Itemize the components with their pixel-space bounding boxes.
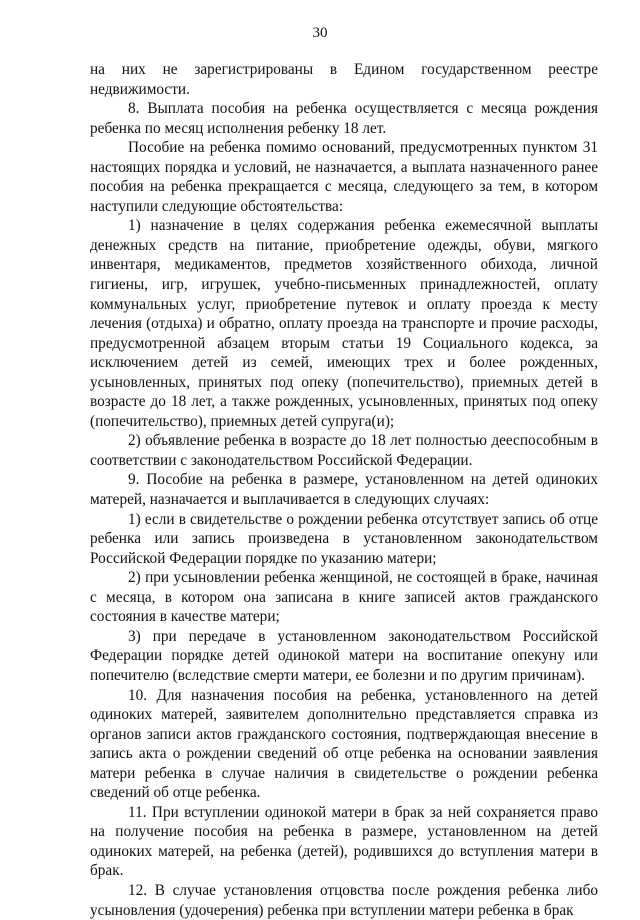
document-body — [90, 60, 598, 920]
paragraph-item-12: 12. В случае установления отцовства после рождения ребенка либо усыновления (удочерения) ребенка при вступлении матери ребенка в брак — [90, 881, 598, 919]
paragraph-item-8: 8. Выплата пособия на ребенка осуществляется с месяца рождения ребенка по месяц исполнения ребенку 18 лет. — [90, 100, 598, 137]
paragraph-continuation: на них не зарегистрированы в Едином государственном реестре недвижимости. — [90, 61, 598, 98]
paragraph-item-9-case-1: 1) если в свидетельстве о рождении ребенка отсутствует запись об отце ребенка или запись произведена в установленном законодательством Российской Федерации порядке по указанию матери; — [90, 510, 598, 567]
paragraph-subitem-1: 1) назначение в целях содержания ребенка ежемесячной выплаты денежных средств на питание, приобретение одежды, обуви, мягкого инвентаря, медикаментов, предметов хозяйственного обихода, личной гигиены, игр, игрушек, учебно-письменных принадлежностей, оплату коммунальных услуг, приобретение путевок и оплату проезда к месту лечения (отдыха) и обратно, оплату проезда на транспорте и прочие расходы, предусмотренной абзацем вторым статьи 19 Социального кодекса, за исключением детей из семей, имеющих трех и более рожденных, усыновленных, принятых под опеку (попечительство), приемных детей в возрасте до 18 лет, а также рожденных, усыновленных, принятых под опеку (попечительство), приемных детей супруга(и); — [90, 217, 598, 430]
paragraph-item-9-case-2: 2) при усыновлении ребенка женщиной, не состоящей в браке, начиная с месяца, в котором она записана в книге записей актов гражданского состояния в качестве матери; — [90, 569, 598, 626]
paragraph-item-10: 10. Для назначения пособия на ребенка, установленного на детей одиноких матерей, заявителем дополнительно представляется справка из органов записи актов гражданского состояния, подтверждающая внесение в запись акта о рождении сведений об отце ребенка на основании заявления матери ребенка в случае наличия в свидетельстве о рождении ребенка сведений об отце ребенка. — [90, 686, 598, 802]
paragraph-subitem-2: 2) объявление ребенка в возрасте до 18 лет полностью дееспособным в соответствии с законодательством Российской Федерации. — [90, 432, 598, 469]
paragraph-grounds-intro: Пособие на ребенка помимо оснований, предусмотренных пунктом 31 настоящих порядка и условий, не назначается, а выплата назначенного ранее пособия на ребенка прекращается с месяца, следующего за тем, в котором наступили следующие обстоятельства: — [90, 139, 598, 215]
page-number: 30 — [312, 25, 328, 41]
paragraph-item-9-case-3: 3) при передаче в установленном законодательством Российской Федерации порядке детей одинокой матери на воспитание опекуну или попечителю (вследствие смерти матери, ее болезни и по другим причинам). — [90, 627, 598, 684]
paragraph-item-11: 11. При вступлении одинокой матери в брак за ней сохраняется право на получение пособия на ребенка в размере, установленном на детей одиноких матерей, на ребенка (детей), родившихся до вступления матери в брак. — [90, 803, 598, 880]
paragraph-item-9: 9. Пособие на ребенка в размере, установленном на детей одиноких матерей, назначается и выплачивается в следующих случаях: — [90, 471, 598, 509]
